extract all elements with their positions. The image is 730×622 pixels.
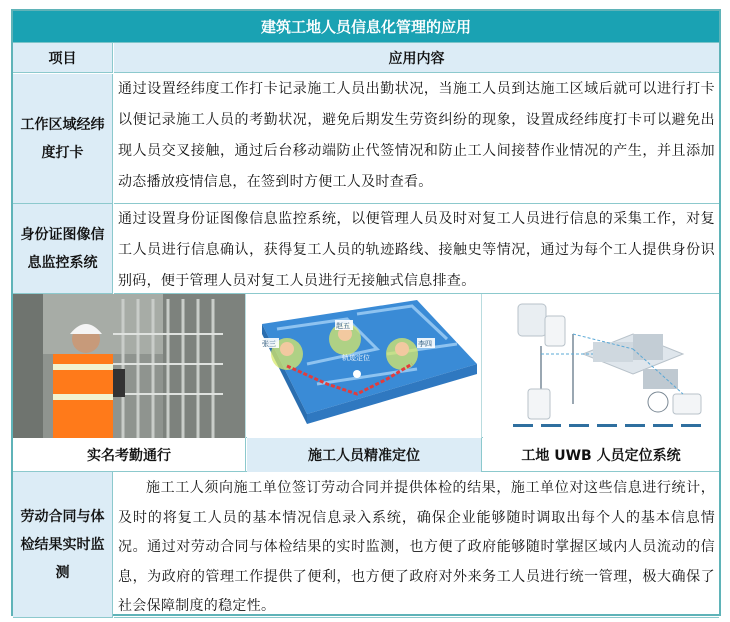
caption-positioning: 施工人员精准定位 xyxy=(247,438,482,472)
positioning-map xyxy=(247,294,482,438)
turnstile-photo xyxy=(13,294,246,438)
map-label-lisi: 李四 xyxy=(418,340,432,348)
info-table xyxy=(11,9,721,616)
header-item: 项目 xyxy=(13,43,113,73)
uwb-system-diagram xyxy=(483,294,719,438)
row-label-contract-monitoring: 劳动合同与体检结果实时监测 xyxy=(13,472,113,618)
table-title: 建筑工地人员信息化管理的应用 xyxy=(13,11,719,43)
map-label-zhangsan: 张三 xyxy=(262,340,276,348)
row-text-contract-monitoring: 施工工人须向施工单位签订劳动合同并提供体检的结果，施工单位对这些信息进行统计，及时的将复工人员的基本情况信息录入系统，确保企业能够随时调取出每个人的基本信息情况。通过对劳动合同与体检结果的实时监测，也方便了政府能够随时掌握区域内人员流动的信息，为政府的管理工作提供了便利，也方便了政府对外来务工人员进行统一管理，极大确保了社会保障制度的稳定性。 xyxy=(114,472,719,618)
row-text-gps-checkin: 通过设置经纬度工作打卡记录施工人员出勤状况，当施工人员到达施工区域后就可以进行打卡以便记录施工人员的考勤状况，避免后期发生劳资纠纷的现象，设置成经纬度打卡可以避免出现人员交叉接触，通过后台移动端防止代签情况和防止工人间接替作业情况的产生，并且添加动态播放疫情信息，在签到时方便工人及时查看。 xyxy=(114,74,719,204)
row-label-gps-checkin: 工作区域经纬度打卡 xyxy=(13,74,113,204)
photo-strip xyxy=(13,294,719,438)
caption-attendance: 实名考勤通行 xyxy=(13,438,246,472)
header-content: 应用内容 xyxy=(114,43,719,73)
map-label-track: 轨迹定位 xyxy=(342,354,370,362)
row-text-id-monitoring: 通过设置身份证图像信息监控系统，以便管理人员及时对复工人员进行信息的采集工作，对复工人员进行信息确认，获得复工人员的轨迹路线、接触史等情况，通过为每个工人提供身份识别码，便于管理人员对复工人员进行无接触式信息排查。 xyxy=(114,204,719,294)
photo-captions xyxy=(13,438,719,472)
row-label-id-monitoring: 身份证图像信息监控系统 xyxy=(13,204,113,294)
caption-uwb: 工地 UWB 人员定位系统 xyxy=(521,448,681,464)
map-label-zhaowu: 赵五 xyxy=(336,322,350,330)
